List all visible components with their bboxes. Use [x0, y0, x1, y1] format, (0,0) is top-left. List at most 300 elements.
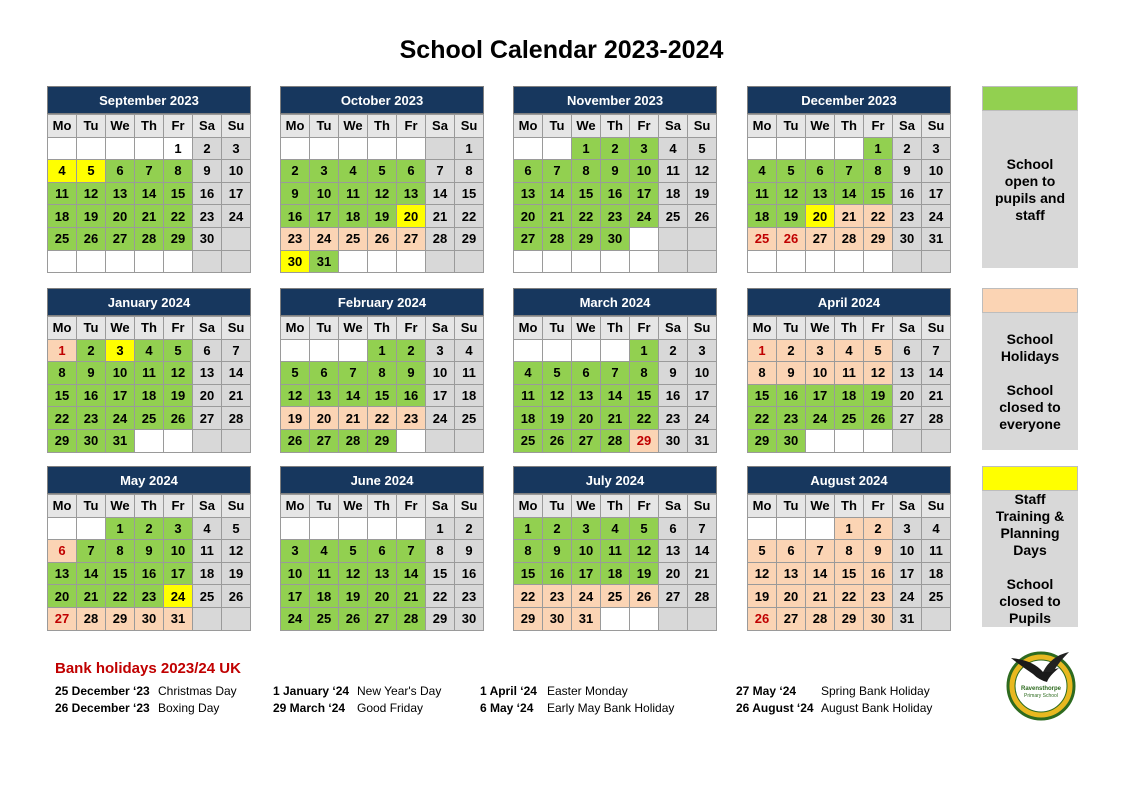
- day-cell: 15: [572, 182, 601, 205]
- day-cell: 24: [806, 407, 835, 430]
- weekday-header: Tu: [77, 495, 106, 518]
- empty-cell: [688, 250, 717, 273]
- day-cell: 13: [397, 182, 426, 205]
- day-cell: 23: [601, 205, 630, 228]
- day-cell: 23: [864, 585, 893, 608]
- day-cell: 24: [222, 205, 251, 228]
- day-cell: 11: [601, 540, 630, 563]
- empty-cell: [659, 607, 688, 630]
- empty-cell: [601, 339, 630, 362]
- svg-text:Primary School: Primary School: [1024, 693, 1058, 699]
- empty-cell: [835, 137, 864, 160]
- day-cell: 6: [777, 540, 806, 563]
- day-cell: 12: [77, 182, 106, 205]
- month-title: September 2023: [47, 86, 251, 114]
- day-cell: 4: [748, 160, 777, 183]
- legend-open-label: School open to pupils and staff: [982, 111, 1078, 268]
- day-cell: 12: [688, 160, 717, 183]
- day-cell: 16: [659, 384, 688, 407]
- weekday-header: Tu: [543, 317, 572, 340]
- empty-cell: [106, 250, 135, 273]
- day-cell: 14: [835, 182, 864, 205]
- weekday-header: Mo: [748, 115, 777, 138]
- weekday-header: We: [572, 115, 601, 138]
- day-cell: 27: [310, 429, 339, 452]
- day-cell: 24: [281, 607, 310, 630]
- day-cell: 31: [688, 429, 717, 452]
- day-cell: 10: [806, 362, 835, 385]
- empty-cell: [339, 250, 368, 273]
- day-cell: 4: [835, 339, 864, 362]
- day-cell: 8: [48, 362, 77, 385]
- day-cell: 31: [164, 607, 193, 630]
- weekday-header: Mo: [48, 495, 77, 518]
- weekday-header: Su: [688, 495, 717, 518]
- month-title: February 2024: [280, 288, 484, 316]
- day-cell: 18: [835, 384, 864, 407]
- day-cell: 7: [601, 362, 630, 385]
- day-cell: 20: [397, 205, 426, 228]
- day-cell: 12: [164, 362, 193, 385]
- day-cell: 1: [514, 517, 543, 540]
- weekday-header: Su: [922, 317, 951, 340]
- day-cell: 22: [864, 205, 893, 228]
- day-cell: 18: [310, 585, 339, 608]
- day-cell: 10: [310, 182, 339, 205]
- day-cell: 25: [135, 407, 164, 430]
- day-cell: 21: [77, 585, 106, 608]
- day-cell: 12: [630, 540, 659, 563]
- day-cell: 23: [135, 585, 164, 608]
- empty-cell: [572, 250, 601, 273]
- month-calendar: [280, 86, 484, 273]
- day-cell: 12: [222, 540, 251, 563]
- month-grid: [513, 494, 717, 631]
- day-cell: 30: [659, 429, 688, 452]
- weekday-header: Sa: [659, 495, 688, 518]
- weekday-header: Tu: [543, 495, 572, 518]
- day-cell: 9: [281, 182, 310, 205]
- day-cell: 16: [455, 562, 484, 585]
- legend-training-label: Staff Training & Planning Days School closed to Pupils: [982, 491, 1078, 627]
- day-cell: 21: [339, 407, 368, 430]
- weekday-header: Su: [455, 115, 484, 138]
- day-cell: 10: [922, 160, 951, 183]
- legend-open: [982, 86, 1078, 268]
- month-title: March 2024: [513, 288, 717, 316]
- empty-cell: [310, 137, 339, 160]
- weekday-header: Su: [688, 317, 717, 340]
- day-cell: 30: [893, 227, 922, 250]
- empty-cell: [864, 429, 893, 452]
- day-cell: 1: [164, 137, 193, 160]
- weekday-header: Sa: [659, 115, 688, 138]
- day-cell: 26: [688, 205, 717, 228]
- day-cell: 13: [893, 362, 922, 385]
- day-cell: 26: [864, 407, 893, 430]
- day-cell: 25: [835, 407, 864, 430]
- day-cell: 27: [777, 607, 806, 630]
- day-cell: 13: [193, 362, 222, 385]
- day-cell: 29: [572, 227, 601, 250]
- weekday-header: Sa: [193, 495, 222, 518]
- day-cell: 28: [922, 407, 951, 430]
- weekday-header: We: [106, 317, 135, 340]
- day-cell: 5: [164, 339, 193, 362]
- day-cell: 28: [835, 227, 864, 250]
- day-cell: 9: [864, 540, 893, 563]
- day-cell: 30: [281, 250, 310, 273]
- day-cell: 27: [893, 407, 922, 430]
- month-title: October 2023: [280, 86, 484, 114]
- empty-cell: [106, 137, 135, 160]
- month-calendar: [47, 466, 251, 631]
- day-cell: 29: [630, 429, 659, 452]
- day-cell: 28: [426, 227, 455, 250]
- day-cell: 11: [514, 384, 543, 407]
- legend-holiday-label: School Holidays School closed to everyone: [982, 313, 1078, 450]
- day-cell: 1: [368, 339, 397, 362]
- day-cell: 13: [572, 384, 601, 407]
- day-cell: 22: [572, 205, 601, 228]
- day-cell: 1: [48, 339, 77, 362]
- weekday-header: Tu: [777, 317, 806, 340]
- day-cell: 29: [864, 227, 893, 250]
- day-cell: 15: [106, 562, 135, 585]
- day-cell: 1: [835, 517, 864, 540]
- empty-cell: [193, 250, 222, 273]
- weekday-header: Fr: [397, 115, 426, 138]
- weekday-header: Fr: [630, 317, 659, 340]
- weekday-header: Th: [835, 115, 864, 138]
- day-cell: 26: [77, 227, 106, 250]
- day-cell: 28: [601, 429, 630, 452]
- day-cell: 9: [601, 160, 630, 183]
- day-cell: 4: [659, 137, 688, 160]
- day-cell: 8: [572, 160, 601, 183]
- day-cell: 4: [48, 160, 77, 183]
- weekday-header: Sa: [893, 115, 922, 138]
- day-cell: 24: [688, 407, 717, 430]
- day-cell: 4: [310, 540, 339, 563]
- empty-cell: [777, 137, 806, 160]
- empty-cell: [193, 429, 222, 452]
- day-cell: 26: [748, 607, 777, 630]
- day-cell: 23: [397, 407, 426, 430]
- day-cell: 3: [893, 517, 922, 540]
- day-cell: 21: [806, 585, 835, 608]
- empty-cell: [806, 250, 835, 273]
- day-cell: 20: [368, 585, 397, 608]
- day-cell: 27: [572, 429, 601, 452]
- empty-cell: [77, 137, 106, 160]
- month-title: December 2023: [747, 86, 951, 114]
- empty-cell: [835, 250, 864, 273]
- empty-cell: [630, 250, 659, 273]
- day-cell: 26: [281, 429, 310, 452]
- empty-cell: [601, 607, 630, 630]
- weekday-header: Tu: [310, 495, 339, 518]
- weekday-header: Su: [688, 115, 717, 138]
- day-cell: 5: [77, 160, 106, 183]
- day-cell: 18: [659, 182, 688, 205]
- day-cell: 5: [368, 160, 397, 183]
- weekday-header: Th: [368, 317, 397, 340]
- day-cell: 23: [659, 407, 688, 430]
- day-cell: 15: [864, 182, 893, 205]
- empty-cell: [630, 227, 659, 250]
- day-cell: 4: [455, 339, 484, 362]
- day-cell: 17: [806, 384, 835, 407]
- day-cell: 5: [688, 137, 717, 160]
- day-cell: 23: [543, 585, 572, 608]
- day-cell: 5: [339, 540, 368, 563]
- day-cell: 27: [193, 407, 222, 430]
- day-cell: 10: [426, 362, 455, 385]
- empty-cell: [630, 607, 659, 630]
- day-cell: 11: [310, 562, 339, 585]
- empty-cell: [601, 250, 630, 273]
- day-cell: 21: [835, 205, 864, 228]
- empty-cell: [514, 339, 543, 362]
- month-title: May 2024: [47, 466, 251, 494]
- day-cell: 5: [281, 362, 310, 385]
- day-cell: 7: [426, 160, 455, 183]
- day-cell: 26: [164, 407, 193, 430]
- day-cell: 27: [106, 227, 135, 250]
- bank-holiday-item: 26 August ‘24 August Bank Holiday: [736, 701, 933, 715]
- day-cell: 17: [630, 182, 659, 205]
- day-cell: 31: [572, 607, 601, 630]
- day-cell: 16: [601, 182, 630, 205]
- day-cell: 2: [193, 137, 222, 160]
- day-cell: 16: [543, 562, 572, 585]
- day-cell: 30: [543, 607, 572, 630]
- day-cell: 8: [106, 540, 135, 563]
- day-cell: 24: [310, 227, 339, 250]
- day-cell: 7: [222, 339, 251, 362]
- day-cell: 7: [397, 540, 426, 563]
- day-cell: 22: [630, 407, 659, 430]
- day-cell: 8: [514, 540, 543, 563]
- empty-cell: [426, 429, 455, 452]
- month-title: July 2024: [513, 466, 717, 494]
- day-cell: 9: [193, 160, 222, 183]
- empty-cell: [339, 517, 368, 540]
- bank-holiday-item: 1 April ‘24 Easter Monday: [480, 684, 628, 698]
- day-cell: 27: [397, 227, 426, 250]
- day-cell: 16: [397, 384, 426, 407]
- day-cell: 18: [922, 562, 951, 585]
- empty-cell: [281, 517, 310, 540]
- day-cell: 8: [864, 160, 893, 183]
- day-cell: 22: [455, 205, 484, 228]
- weekday-header: Th: [601, 115, 630, 138]
- day-cell: 30: [455, 607, 484, 630]
- empty-cell: [48, 137, 77, 160]
- empty-cell: [806, 137, 835, 160]
- day-cell: 11: [835, 362, 864, 385]
- day-cell: 9: [77, 362, 106, 385]
- weekday-header: Mo: [48, 317, 77, 340]
- day-cell: 20: [659, 562, 688, 585]
- weekday-header: Fr: [397, 317, 426, 340]
- empty-cell: [835, 429, 864, 452]
- day-cell: 29: [368, 429, 397, 452]
- weekday-header: Sa: [893, 495, 922, 518]
- day-cell: 7: [688, 517, 717, 540]
- day-cell: 21: [601, 407, 630, 430]
- empty-cell: [748, 137, 777, 160]
- weekday-header: Su: [455, 317, 484, 340]
- day-cell: 15: [368, 384, 397, 407]
- month-title: April 2024: [747, 288, 951, 316]
- empty-cell: [222, 607, 251, 630]
- weekday-header: Su: [455, 495, 484, 518]
- day-cell: 9: [777, 362, 806, 385]
- day-cell: 13: [514, 182, 543, 205]
- legend-holiday-swatch: [982, 288, 1078, 313]
- bank-holiday-item: 26 December ‘23 Boxing Day: [55, 701, 220, 715]
- day-cell: 14: [339, 384, 368, 407]
- day-cell: 19: [164, 384, 193, 407]
- day-cell: 14: [426, 182, 455, 205]
- day-cell: 7: [922, 339, 951, 362]
- day-cell: 3: [222, 137, 251, 160]
- month-grid: [280, 114, 484, 273]
- day-cell: 6: [193, 339, 222, 362]
- day-cell: 7: [543, 160, 572, 183]
- day-cell: 24: [893, 585, 922, 608]
- day-cell: 11: [748, 182, 777, 205]
- empty-cell: [922, 607, 951, 630]
- day-cell: 21: [543, 205, 572, 228]
- day-cell: 13: [48, 562, 77, 585]
- month-grid: [47, 494, 251, 631]
- day-cell: 6: [310, 362, 339, 385]
- day-cell: 9: [397, 362, 426, 385]
- empty-cell: [193, 607, 222, 630]
- day-cell: 5: [222, 517, 251, 540]
- weekday-header: Su: [922, 115, 951, 138]
- day-cell: 6: [106, 160, 135, 183]
- day-cell: 8: [164, 160, 193, 183]
- bank-holiday-item: 6 May ‘24 Early May Bank Holiday: [480, 701, 675, 715]
- month-grid: [47, 316, 251, 453]
- day-cell: 27: [659, 585, 688, 608]
- day-cell: 25: [193, 585, 222, 608]
- magpie-school-crest-icon: [1003, 646, 1079, 722]
- weekday-header: Th: [135, 495, 164, 518]
- month-calendar: [280, 466, 484, 631]
- day-cell: 19: [688, 182, 717, 205]
- weekday-header: Su: [222, 317, 251, 340]
- empty-cell: [368, 137, 397, 160]
- empty-cell: [310, 339, 339, 362]
- weekday-header: Fr: [164, 317, 193, 340]
- bank-holiday-item: 27 May ‘24 Spring Bank Holiday: [736, 684, 930, 698]
- day-cell: 20: [893, 384, 922, 407]
- weekday-header: We: [806, 115, 835, 138]
- weekday-header: Th: [835, 317, 864, 340]
- day-cell: 29: [426, 607, 455, 630]
- day-cell: 1: [864, 137, 893, 160]
- empty-cell: [659, 250, 688, 273]
- day-cell: 12: [543, 384, 572, 407]
- weekday-header: Th: [601, 495, 630, 518]
- day-cell: 27: [514, 227, 543, 250]
- empty-cell: [748, 517, 777, 540]
- day-cell: 2: [893, 137, 922, 160]
- day-cell: 10: [222, 160, 251, 183]
- day-cell: 17: [572, 562, 601, 585]
- empty-cell: [397, 517, 426, 540]
- weekday-header: Fr: [164, 495, 193, 518]
- day-cell: 1: [748, 339, 777, 362]
- day-cell: 30: [193, 227, 222, 250]
- day-cell: 10: [688, 362, 717, 385]
- empty-cell: [893, 250, 922, 273]
- weekday-header: Mo: [281, 495, 310, 518]
- day-cell: 14: [922, 362, 951, 385]
- day-cell: 19: [777, 205, 806, 228]
- day-cell: 7: [77, 540, 106, 563]
- day-cell: 6: [572, 362, 601, 385]
- day-cell: 19: [368, 205, 397, 228]
- empty-cell: [806, 429, 835, 452]
- day-cell: 2: [397, 339, 426, 362]
- weekday-header: Th: [135, 317, 164, 340]
- day-cell: 22: [514, 585, 543, 608]
- day-cell: 19: [630, 562, 659, 585]
- day-cell: 29: [835, 607, 864, 630]
- day-cell: 3: [106, 339, 135, 362]
- day-cell: 22: [48, 407, 77, 430]
- day-cell: 18: [339, 205, 368, 228]
- day-cell: 25: [748, 227, 777, 250]
- day-cell: 25: [310, 607, 339, 630]
- weekday-header: Fr: [864, 115, 893, 138]
- empty-cell: [777, 250, 806, 273]
- day-cell: 1: [426, 517, 455, 540]
- day-cell: 6: [397, 160, 426, 183]
- day-cell: 21: [397, 585, 426, 608]
- day-cell: 3: [630, 137, 659, 160]
- day-cell: 3: [281, 540, 310, 563]
- day-cell: 2: [659, 339, 688, 362]
- weekday-header: Mo: [514, 317, 543, 340]
- weekday-header: We: [106, 495, 135, 518]
- day-cell: 16: [777, 384, 806, 407]
- day-cell: 16: [281, 205, 310, 228]
- weekday-header: Tu: [310, 115, 339, 138]
- day-cell: 14: [806, 562, 835, 585]
- day-cell: 28: [397, 607, 426, 630]
- day-cell: 9: [455, 540, 484, 563]
- day-cell: 26: [543, 429, 572, 452]
- day-cell: 15: [455, 182, 484, 205]
- day-cell: 15: [164, 182, 193, 205]
- empty-cell: [688, 227, 717, 250]
- weekday-header: Fr: [864, 495, 893, 518]
- legend-training-swatch: [982, 466, 1078, 491]
- day-cell: 22: [835, 585, 864, 608]
- weekday-header: Th: [601, 317, 630, 340]
- month-calendar: [47, 86, 251, 273]
- legend-open-swatch: [982, 86, 1078, 111]
- day-cell: 2: [135, 517, 164, 540]
- day-cell: 3: [310, 160, 339, 183]
